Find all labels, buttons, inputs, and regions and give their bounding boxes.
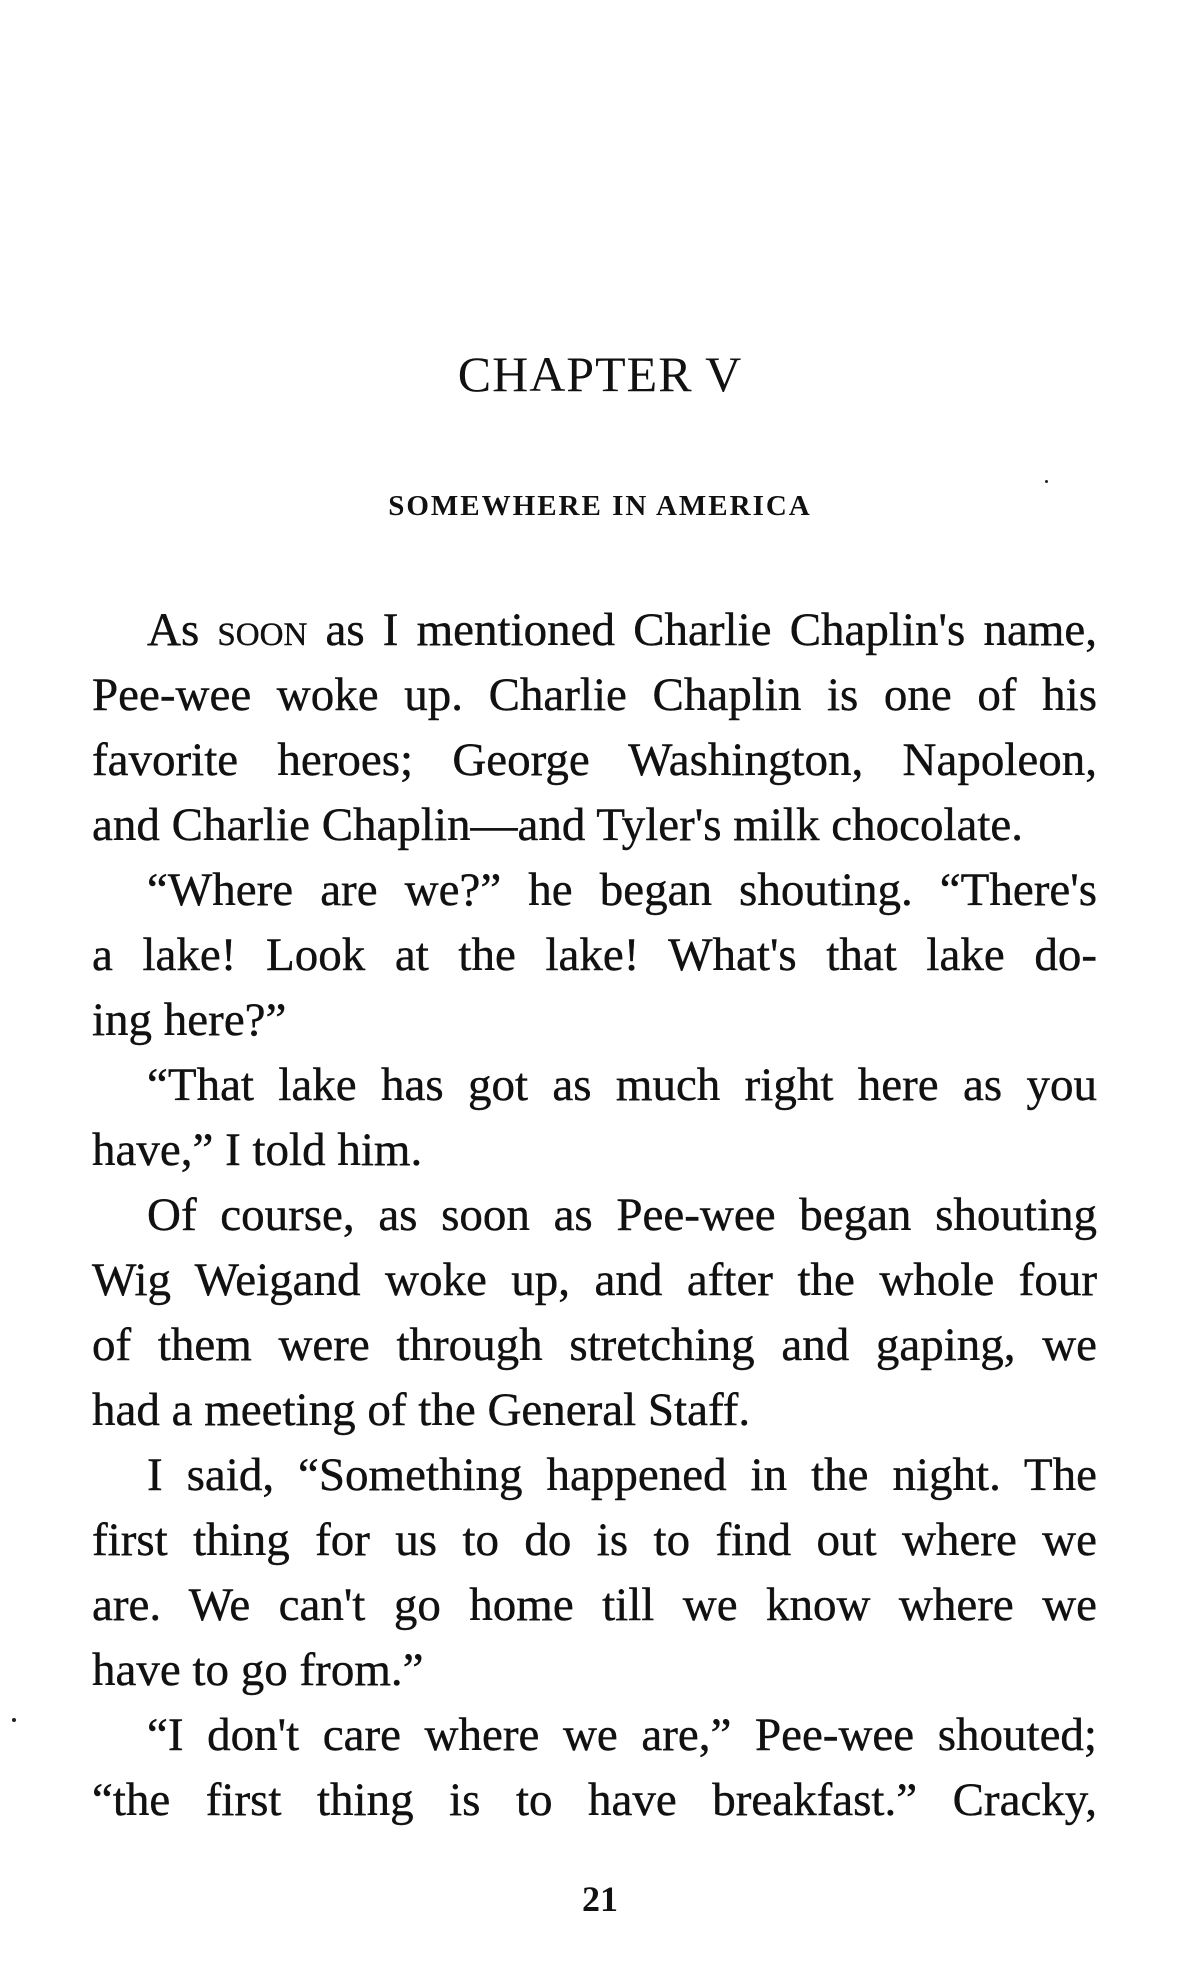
body-line: had a meeting of the General Staff. [92,1384,751,1436]
body-line: Wig Weigand woke up, and after the whole four [92,1254,1097,1306]
body-line: I said, “Something happened in the night. The [147,1449,1097,1501]
chapter-subtitle: SOMEWHERE IN AMERICA [388,490,812,522]
chapter-heading: CHAPTER V [457,346,743,402]
body-line: ing here?” [92,994,287,1046]
scan-speck [1045,480,1048,483]
body-line [92,598,1097,663]
body-line: Of course, as soon as Pee-wee began shouting [147,1189,1097,1241]
body-line-text: as I mentioned Charlie Chaplin's name, [307,604,1098,656]
body-line: are. We can't go home till we know where we [92,1579,1097,1631]
body-line: have,” I told him. [92,1124,423,1176]
opening-smallcaps-word: soon [217,604,308,656]
body-line: favorite heroes; George Washington, Napoleon, [92,734,1097,786]
opening-word: As [147,604,200,656]
body-line: Pee-wee woke up. Charlie Chaplin is one of his [92,669,1097,721]
chapter-body-text [92,598,1097,1833]
body-line: “I don't care where we are,” Pee-wee shouted; [147,1709,1097,1761]
body-line: and Charlie Chaplin—and Tyler's milk chocolate. [92,799,1024,851]
body-line: of them were through stretching and gaping, we [92,1319,1097,1371]
body-line: “the first thing is to have breakfast.” Cracky, [92,1774,1097,1826]
body-line: first thing for us to do is to find out where we [92,1514,1097,1566]
body-line: “Where are we?” he began shouting. “There's [147,864,1097,916]
scan-speck [12,1718,16,1722]
page-number: 21 [582,1879,618,1919]
body-line: “That lake has got as much right here as you [147,1059,1097,1111]
body-line: have to go from.” [92,1644,424,1696]
body-line: a lake! Look at the lake! What's that lake do- [92,929,1097,981]
